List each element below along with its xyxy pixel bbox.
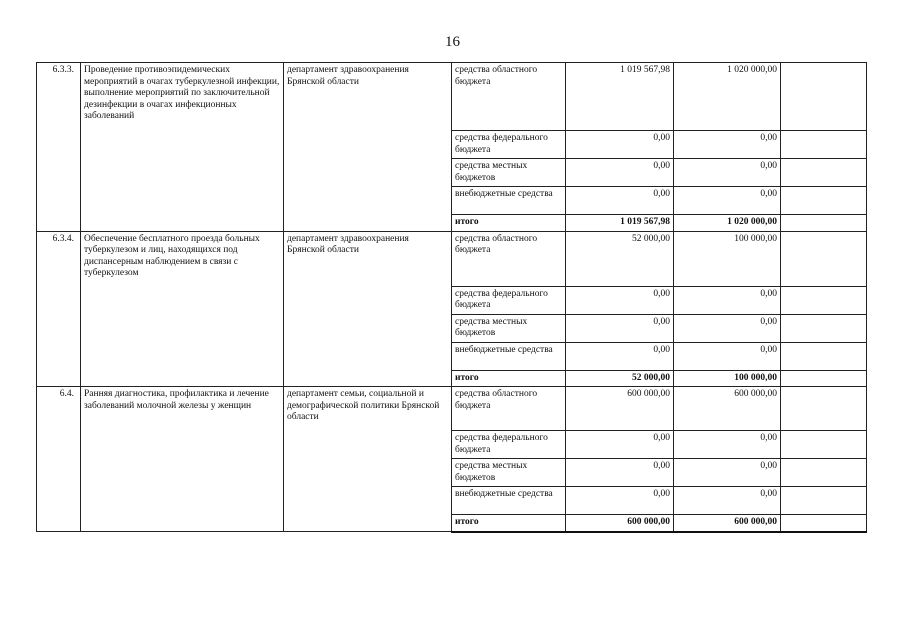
value-col2: 0,00 — [674, 487, 781, 515]
value-col1: 0,00 — [566, 431, 674, 459]
funding-source: средства федерального бюджета — [452, 286, 566, 314]
empty-cell — [781, 286, 867, 314]
value-col1: 52 000,00 — [566, 370, 674, 387]
item-executor: департамент семьи, социальной и демографической политики Брянской области — [284, 387, 452, 532]
value-col1: 0,00 — [566, 487, 674, 515]
empty-cell — [781, 370, 867, 387]
empty-cell — [781, 231, 867, 286]
funding-source: средства федерального бюджета — [452, 431, 566, 459]
value-col1: 600 000,00 — [566, 515, 674, 532]
empty-cell — [781, 159, 867, 187]
funding-source: средства федерального бюджета — [452, 131, 566, 159]
funding-source: средства местных бюджетов — [452, 459, 566, 487]
item-title: Ранняя диагностика, профилактика и лечение заболеваний молочной железы у женщин — [81, 387, 284, 532]
empty-cell — [781, 314, 867, 342]
value-col1: 0,00 — [566, 159, 674, 187]
funding-source: итого — [452, 215, 566, 232]
value-col2: 1 020 000,00 — [674, 63, 781, 131]
empty-cell — [781, 342, 867, 370]
empty-cell — [781, 487, 867, 515]
empty-cell — [781, 431, 867, 459]
value-col2: 0,00 — [674, 342, 781, 370]
value-col2: 100 000,00 — [674, 370, 781, 387]
empty-cell — [781, 63, 867, 131]
item-title: Проведение противоэпидемических мероприятий в очагах туберкулезной инфекции, выполнение мероприятий по заключительной дезинфекции в очагах инфекционных заболеваний — [81, 63, 284, 232]
funding-source: итого — [452, 515, 566, 532]
item-code: 6.3.3. — [37, 63, 81, 232]
value-col2: 600 000,00 — [674, 387, 781, 431]
funding-source: средства местных бюджетов — [452, 314, 566, 342]
table-row — [37, 231, 867, 286]
funding-source: внебюджетные средства — [452, 487, 566, 515]
value-col1: 600 000,00 — [566, 387, 674, 431]
value-col1: 1 019 567,98 — [566, 63, 674, 131]
value-col2: 100 000,00 — [674, 231, 781, 286]
budget-table — [36, 62, 867, 533]
funding-source: средства областного бюджета — [452, 63, 566, 131]
funding-source: средства областного бюджета — [452, 387, 566, 431]
item-executor: департамент здравоохранения Брянской области — [284, 63, 452, 232]
table-row — [37, 387, 867, 431]
funding-source: средства местных бюджетов — [452, 159, 566, 187]
empty-cell — [781, 459, 867, 487]
item-executor: департамент здравоохранения Брянской области — [284, 231, 452, 387]
value-col1: 0,00 — [566, 342, 674, 370]
empty-cell — [781, 515, 867, 532]
value-col1: 1 019 567,98 — [566, 215, 674, 232]
value-col2: 600 000,00 — [674, 515, 781, 532]
value-col2: 0,00 — [674, 286, 781, 314]
empty-cell — [781, 131, 867, 159]
value-col1: 0,00 — [566, 286, 674, 314]
value-col1: 0,00 — [566, 187, 674, 215]
funding-source: внебюджетные средства — [452, 342, 566, 370]
funding-source: средства областного бюджета — [452, 231, 566, 286]
value-col1: 0,00 — [566, 131, 674, 159]
value-col2: 0,00 — [674, 459, 781, 487]
page-number: 16 — [445, 34, 460, 50]
value-col1: 52 000,00 — [566, 231, 674, 286]
value-col2: 0,00 — [674, 431, 781, 459]
value-col2: 0,00 — [674, 131, 781, 159]
item-code: 6.4. — [37, 387, 81, 532]
table-row — [37, 63, 867, 131]
empty-cell — [781, 387, 867, 431]
funding-source: итого — [452, 370, 566, 387]
value-col2: 0,00 — [674, 314, 781, 342]
funding-source: внебюджетные средства — [452, 187, 566, 215]
value-col1: 0,00 — [566, 459, 674, 487]
empty-cell — [781, 215, 867, 232]
value-col2: 1 020 000,00 — [674, 215, 781, 232]
item-title: Обеспечение бесплатного проезда больных туберкулезом и лиц, находящихся под диспансерным наблюдением в связи с туберкулезом — [81, 231, 284, 387]
value-col1: 0,00 — [566, 314, 674, 342]
value-col2: 0,00 — [674, 159, 781, 187]
item-code: 6.3.4. — [37, 231, 81, 387]
value-col2: 0,00 — [674, 187, 781, 215]
empty-cell — [781, 187, 867, 215]
